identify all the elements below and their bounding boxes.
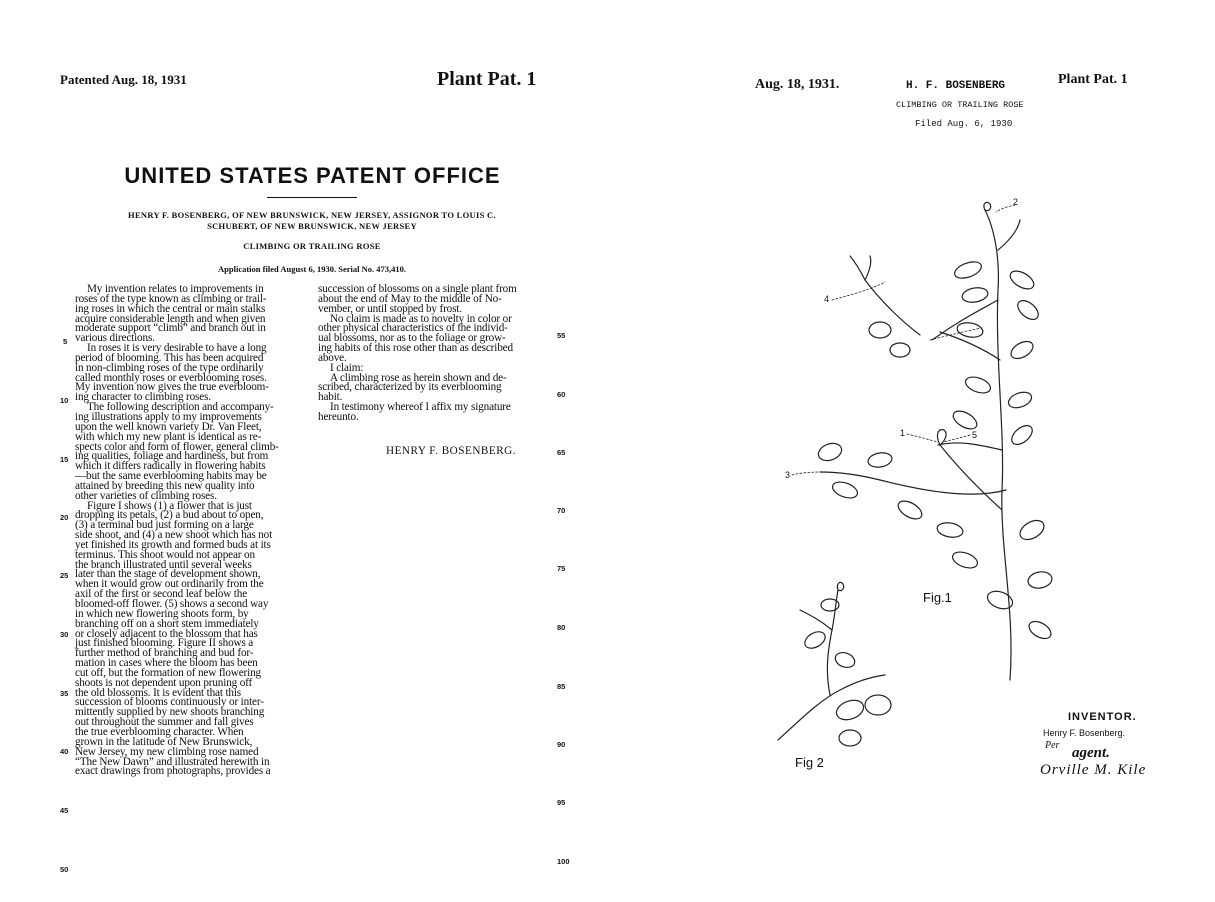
text-line: other physical characteristics of the individ- [318, 322, 508, 335]
text-line: (3) a terminal bud just forming on a large [75, 519, 254, 532]
text-line: in non-climbing roses of the type ordinarily [75, 361, 264, 374]
text-line: “The New Dawn” and illustrated herewith in [75, 755, 270, 768]
drawing-plant-patent: Plant Pat. 1 [1058, 72, 1128, 87]
text-line: moderate support “climb” and branch out in [75, 322, 266, 335]
text-line: ing qualities, foliage and hardiness, but from [75, 450, 269, 463]
text-line: out throughout the summer and fall gives [75, 716, 254, 729]
text-line: ing character to climbing roses. [75, 391, 211, 404]
text-line: or closely adjacent to the blossom that has [75, 627, 258, 640]
line-number: 40 [60, 747, 69, 756]
line-number: 60 [557, 390, 566, 399]
line-number: 55 [557, 331, 566, 340]
plant-patent-number: Plant Pat. 1 [437, 68, 537, 90]
text-line: A climbing rose as herein shown and de- [330, 371, 507, 384]
line-number: 45 [60, 806, 69, 815]
line-number: 95 [557, 798, 566, 807]
text-line: bloomed-off flower. (5) shows a second way [75, 598, 269, 610]
text-line: hereunto. [318, 410, 359, 423]
application-info: Application filed August 6, 1930. Serial No. 473,410. [218, 264, 406, 274]
text-line: further method of branching and bud for- [75, 647, 254, 660]
reference-number: 1 [900, 428, 906, 438]
text-line: ing illustrations apply to my improvements [75, 410, 262, 423]
text-line: Figure I shows (1) a flower that is just [87, 499, 252, 512]
text-line: about the end of May to the middle of No- [318, 292, 502, 305]
inventor-name: Henry F. Bosenberg. [1043, 728, 1126, 738]
text-line: succession of blossoms on a single plant from [318, 283, 517, 295]
text-line: ual blossoms, nor as to the foliage or grow- [318, 332, 506, 345]
text-line: yet finished its growth and formed buds at its [75, 538, 271, 551]
text-line: In testimony whereof I affix my signature [330, 401, 511, 414]
drawing-filed-date: Filed Aug. 6, 1930 [915, 119, 1013, 129]
text-line: grown in the latitude of New Brunswick, [75, 735, 253, 748]
inventor-label: INVENTOR. [1068, 711, 1137, 723]
line-number: 75 [557, 564, 566, 573]
text-line: when it would grow out ordinarily from the [75, 578, 264, 591]
signature-text: HENRY F. BOSENBERG. [386, 445, 517, 457]
body-column-2 [318, 285, 517, 423]
text-line: later than the stage of development shown, [75, 568, 261, 581]
text-line: mation in cases where the bloom has been [75, 657, 258, 670]
text-line: roses of the type known as climbing or trail- [75, 292, 267, 305]
text-line: dropping its petals, (2) a bud about to open, [75, 509, 264, 522]
text-line: shoots is not dependent upon pruning off [75, 676, 253, 689]
text-line: axil of the first or second leaf below the [75, 588, 248, 601]
text-line: succession of blooms continuously or inter- [75, 696, 264, 709]
line-number: 30 [60, 630, 69, 639]
reference-number: 3 [785, 470, 791, 480]
line-number: 70 [557, 506, 566, 515]
line-number: 90 [557, 740, 566, 749]
patented-date: Patented Aug. 18, 1931 [60, 72, 187, 87]
text-line: I claim: [330, 361, 364, 374]
line-number: 65 [557, 448, 566, 457]
text-line: My invention relates to improvements in [87, 283, 264, 295]
text-line: ing roses in which the central or main stalks [75, 302, 266, 315]
inventor-line-2: SCHUBERT, OF NEW BRUNSWICK, NEW JERSEY [207, 221, 417, 231]
line-number: 80 [557, 623, 566, 632]
line-number: 5 [63, 337, 68, 346]
text-line: branching off on a short stem immediately [75, 617, 259, 630]
line-number: 35 [60, 689, 69, 698]
text-line: mittently supplied by new shoots branching [75, 706, 265, 719]
line-number: 20 [60, 513, 69, 522]
text-line: the true everblooming character. When [75, 725, 244, 738]
text-line: with which my new plant is identical as re- [75, 430, 262, 443]
text-line: upon the well known variety Dr. Van Fleet, [75, 420, 262, 433]
reference-number: 4 [824, 294, 830, 304]
text-line: scribed, characterized by its everblooming [318, 381, 502, 394]
text-line: various directions. [75, 332, 155, 345]
text-line: ing habits of this rose other than as described [318, 342, 513, 355]
text-line: the branch illustrated until several weeks [75, 558, 252, 571]
figure-2-label: Fig 2 [795, 755, 824, 770]
text-line: other varieties of climbing roses. [75, 489, 217, 502]
text-line: exact drawings from photographs, provides a [75, 765, 271, 778]
body-column-1 [75, 285, 279, 777]
text-line: My invention now gives the true everbloom- [75, 381, 269, 394]
text-line: spects color and form of flower, general climb- [75, 440, 279, 453]
agent-signature: Orville M. Kile [1040, 762, 1147, 778]
rose-drawing [770, 190, 1070, 790]
line-number: 85 [557, 682, 566, 691]
line-number: 10 [60, 396, 69, 405]
text-line: New Jersey, my new climbing rose named [75, 745, 259, 758]
text-line: —but the same everblooming habits may be [75, 470, 267, 483]
line-number: 100 [557, 857, 570, 866]
text-line: the old blossoms. It is evident that this [75, 686, 242, 699]
agent-label: agent. [1072, 745, 1110, 761]
inventor-line-1: HENRY F. BOSENBERG, OF NEW BRUNSWICK, NEW JERSEY, ASSIGNOR TO LOUIS C. [128, 210, 496, 220]
text-line: above. [318, 351, 347, 364]
text-line: which it differs radically in flowering habits [75, 460, 266, 473]
text-line: terminus. This shoot would not appear on [75, 548, 255, 561]
line-number: 25 [60, 571, 69, 580]
text-line: side shoot, and (4) a new shoot which has not [75, 529, 273, 542]
patent-subject: CLIMBING OR TRAILING ROSE [243, 241, 381, 251]
per-label: Per [1045, 740, 1060, 751]
drawing-inventor-name: H. F. BOSENBERG [906, 80, 1006, 92]
title-divider [267, 197, 357, 198]
reference-number: 2 [1013, 197, 1019, 207]
figure-1-label: Fig.1 [923, 590, 952, 605]
text-line: vember, or until stopped by frost. [318, 302, 462, 315]
line-number: 50 [60, 865, 69, 874]
text-line: cut off, but the formation of new flowering [75, 666, 261, 679]
text-line: No claim is made as to novelty in color or [330, 312, 512, 325]
reference-number: 5 [972, 430, 978, 440]
drawing-subject: CLIMBING OR TRAILING ROSE [896, 100, 1024, 110]
text-line: In roses it is very desirable to have a long [87, 342, 267, 355]
text-line: habit. [318, 391, 343, 404]
drawing-date: Aug. 18, 1931. [755, 77, 840, 92]
text-line: in which new flowering shoots form, by [75, 607, 249, 620]
text-line: The following description and accompany- [87, 401, 274, 414]
text-line: called monthly roses or everblooming roses. [75, 371, 267, 384]
page-title: UNITED STATES PATENT OFFICE [124, 163, 501, 188]
text-line: attained by breeding this new quality into [75, 479, 255, 492]
text-line: acquire considerable length and when given [75, 312, 266, 325]
text-line: just finished blooming. Figure II shows a [75, 637, 254, 650]
line-number: 15 [60, 455, 69, 464]
text-line: period of blooming. This has been acquired [75, 351, 264, 364]
